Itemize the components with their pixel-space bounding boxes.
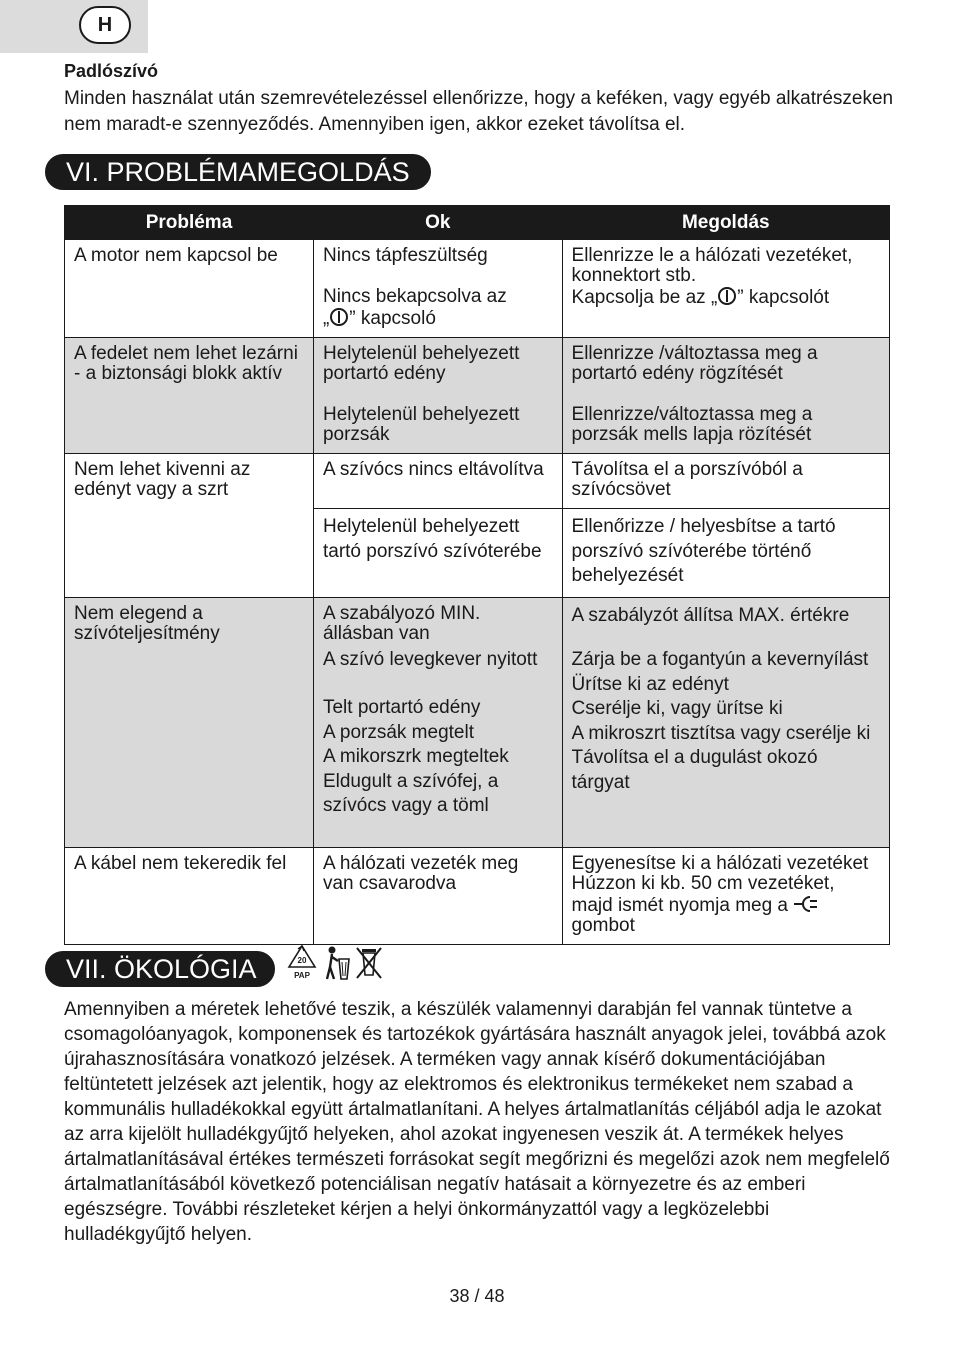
eco-symbols xyxy=(285,943,383,981)
solution-text: Ellenrizze /változtassa meg a portartó edény rögzítését xyxy=(571,343,818,384)
cause-cell xyxy=(313,597,562,847)
cause-text: Helytelenül behelyezett tartó porszívó szívóterébe xyxy=(322,516,542,562)
section-7-heading xyxy=(45,951,275,987)
crossed-out-bin-icon xyxy=(355,945,383,981)
section-6-heading xyxy=(45,154,431,190)
solution-cell xyxy=(562,509,889,598)
solution-text: Zárja be a fogantyún a kevernyílást xyxy=(571,649,869,670)
cause-text: A mikorszrk megteltek xyxy=(322,746,509,767)
power-switch-icon xyxy=(717,286,737,306)
problem-text: A motor nem kapcsol be xyxy=(74,245,278,266)
language-badge: H xyxy=(79,6,131,44)
solution-cell xyxy=(562,338,889,454)
cause-text: A porzsák megtelt xyxy=(322,721,474,743)
cause-text-with-icon: „ ” kapcsoló xyxy=(322,308,436,329)
problem-cell xyxy=(65,597,314,847)
header-cause: Ok xyxy=(313,206,562,240)
table-row xyxy=(65,338,890,454)
cause-cell xyxy=(313,240,562,338)
cause-text: A hálózati vezeték meg van csavarodva xyxy=(322,852,519,894)
table-row xyxy=(65,847,890,944)
solution-text: gombot xyxy=(571,914,635,936)
solution-text: Távolítsa el a porszívóból a szívócsövet xyxy=(571,459,803,500)
section-6-title: VI. PROBLÉMAMEGOLDÁS xyxy=(66,156,410,187)
cause-text: A szívócs nincs eltávolítva xyxy=(322,459,544,480)
solution-text: Ellenőrizze / helyesbítse a tartó porszívó szívóterébe történő behelyezését xyxy=(571,516,836,586)
table-row xyxy=(65,240,890,338)
cause-text: Nincs bekapcsolva az xyxy=(322,286,507,307)
problem-cell xyxy=(65,240,314,338)
table-row xyxy=(65,454,890,509)
solution-text: Ellenrizze/változtassa meg a porzsák mells lapja rözítését xyxy=(571,404,813,445)
cause-cell xyxy=(313,454,562,509)
problem-text: Nem lehet kivenni az edényt vagy a szrt xyxy=(74,459,251,500)
header-problem: Probléma xyxy=(65,206,314,240)
cord-rewind-icon xyxy=(793,894,819,914)
problem-cell xyxy=(65,847,314,944)
table-row xyxy=(65,597,890,847)
solution-cell xyxy=(562,454,889,509)
solution-cell xyxy=(562,240,889,338)
cause-text: A szabályozó MIN. állásban van xyxy=(322,602,481,644)
page-number: 38 / 48 xyxy=(449,1286,505,1306)
solution-text: Ürítse ki az edényt xyxy=(571,673,729,695)
floor-nozzle-title: Padlószívó xyxy=(64,61,159,81)
problem-text: Nem elegend a szívóteljesítmény xyxy=(74,602,220,644)
cause-cell xyxy=(313,338,562,454)
paper-recycling-icon xyxy=(285,943,319,981)
svg-text:PAP: PAP xyxy=(294,971,310,980)
cause-text: Eldugult a szívófej, a szívócs vagy a töml xyxy=(322,770,499,816)
header-solution: Megoldás xyxy=(562,206,889,240)
cause-text: Helytelenül behelyezett portartó edény xyxy=(322,343,520,384)
troubleshooting-table xyxy=(64,205,890,945)
cause-text: A szívó levegkever nyitott xyxy=(322,648,538,670)
solution-text: Ellenrizze le a hálózati vezetéket, konnektort stb. xyxy=(571,245,853,286)
problem-cell xyxy=(65,454,314,598)
problem-cell xyxy=(65,338,314,454)
cause-text: Telt portartó edény xyxy=(322,697,481,718)
dispose-in-bin-icon xyxy=(323,945,351,981)
solution-cell xyxy=(562,847,889,944)
cause-text: Nincs tápfeszültség xyxy=(322,245,488,266)
cause-cell xyxy=(313,847,562,944)
table-header-row xyxy=(65,206,890,240)
section-7-title: VII. ÖKOLÓGIA xyxy=(66,953,257,984)
solution-text-with-icon: Kapcsolja be az „ ” kapcsolót xyxy=(571,287,830,308)
solution-text: A szabályzót állítsa MAX. értékre xyxy=(571,604,850,626)
solution-text: Távolítsa el a dugulást okozó tárgyat xyxy=(571,747,818,793)
problem-text: A fedelet nem lehet lezárni - a biztonsági blokk aktív xyxy=(74,343,298,384)
floor-nozzle-text: Minden használat után szemrevételezéssel ellenőrizze, hogy a keféken, vagy egyéb alkatrészeken nem maradt-e szennyeződés. Amennyiben igen, akkor ezeket távolítsa el. xyxy=(64,88,894,135)
solution-text: Egyenesítse ki a hálózati vezetéket Húzzon ki kb. 50 cm vezetéket, majd ismét nyomja meg a xyxy=(571,852,869,916)
svg-text:20: 20 xyxy=(297,956,307,965)
solution-cell xyxy=(562,597,889,847)
problem-text: A kábel nem tekeredik fel xyxy=(74,852,287,874)
solution-text: A mikroszrt tisztítsa vagy cserélje ki xyxy=(571,722,871,744)
cause-text: Helytelenül behelyezett porzsák xyxy=(322,404,520,445)
cause-cell xyxy=(313,509,562,598)
power-switch-icon xyxy=(329,307,349,327)
ecology-text: Amennyiben a méretek lehetővé teszik, a készülék valamennyi darabján fel vannak tüntetve a csomagolóanyagok, komponensek és tartozékok gyártására használt anyagok jelei, továbbá azok újrahasznosítására vonatkozó jelzések. A terméken vagy annak kísérő dokumentációjában feltüntetett jelzések azt jelentik, hogy az elektromos és elektronikus termékeket nem szabad a kommunális hulladékokkal együtt ártalmatlanítani. A helyes ártalmatlanítás céljából adja le azokat az arra kijelölt hulladékgyűjtő helyeken, ahol azokat ingyenesen veszik át. A termékek helyes ártalmatlanításával értékes természeti forrásokat segít megőrizni és megelőzi azok nem megfelelő ártalmatlanításából következő potenciálisan negatív hatásait a környezetre és az emberi egészségre. További részleteket kérjen a helyi önkormányzattól vagy a legközelebbi hulladékgyűjtő helyen. xyxy=(64,999,890,1245)
solution-text: Cserélje ki, vagy ürítse ki xyxy=(571,698,783,719)
